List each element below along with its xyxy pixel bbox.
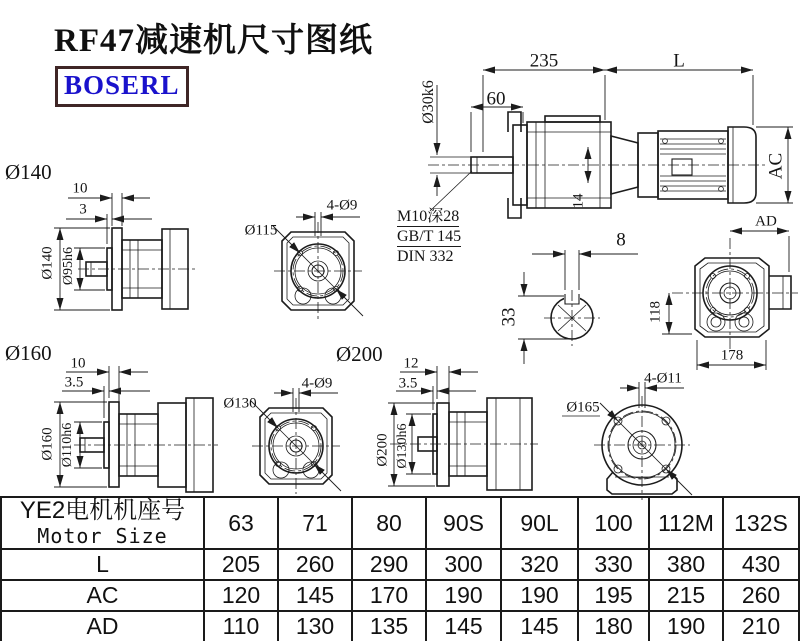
- row-label-AD: AD: [1, 611, 204, 641]
- key-section-view: [518, 250, 638, 364]
- table-header-motor-size: [1, 497, 204, 549]
- L-63: 205: [204, 549, 278, 580]
- dim-118: 118: [647, 301, 664, 323]
- dim-f140-d95: Ø95h6: [61, 246, 76, 286]
- header-en: Motor Size: [37, 523, 168, 548]
- L-100: 330: [578, 549, 649, 580]
- AC-132S: 260: [723, 580, 799, 611]
- dim-f200-3-5: 3.5: [398, 375, 418, 392]
- label-flange200: Ø200: [336, 342, 383, 366]
- AD-112M: 190: [649, 611, 723, 641]
- dim-shaft-diameter: Ø30k6: [420, 80, 437, 124]
- L-90L: 320: [501, 549, 578, 580]
- dim-L: L: [673, 50, 685, 72]
- AC-80: 170: [352, 580, 426, 611]
- dim-f140-holes: 4-Ø9: [326, 197, 358, 214]
- dim-AD: AD: [755, 213, 777, 230]
- size-90S: 90S: [426, 497, 501, 549]
- AD-100: 180: [578, 611, 649, 641]
- dim-key-width: 8: [616, 229, 626, 251]
- L-132S: 430: [723, 549, 799, 580]
- dim-14: 14: [570, 193, 587, 209]
- dim-f200-holes: 4-Ø11: [644, 370, 682, 387]
- L-112M: 380: [649, 549, 723, 580]
- note-din-standard: DIN 332: [397, 248, 454, 265]
- dim-178: 178: [720, 347, 744, 364]
- brand-logo: BOSERL: [55, 66, 189, 107]
- L-90S: 300: [426, 549, 501, 580]
- AC-100: 195: [578, 580, 649, 611]
- AC-90L: 190: [501, 580, 578, 611]
- dim-f160-3-5: 3.5: [64, 374, 84, 391]
- label-flange140: Ø140: [5, 160, 52, 184]
- dim-f160-d110: Ø110h6: [60, 422, 75, 468]
- table-row-L: [1, 549, 799, 580]
- size-112M: 112M: [649, 497, 723, 549]
- dim-235: 235: [529, 50, 559, 72]
- size-71: 71: [278, 497, 352, 549]
- dim-f160-boltcircle: Ø130: [223, 395, 257, 412]
- AD-63: 110: [204, 611, 278, 641]
- dim-f160-d160: Ø160: [39, 427, 56, 461]
- size-63: 63: [204, 497, 278, 549]
- table-header-row: [1, 497, 799, 549]
- AD-90L: 145: [501, 611, 578, 641]
- dim-AC: AC: [765, 152, 787, 180]
- page-title: RF47减速机尺寸图纸: [54, 23, 373, 59]
- AD-80: 135: [352, 611, 426, 641]
- motor-dimension-table: [0, 496, 800, 641]
- AD-132S: 210: [723, 611, 799, 641]
- dim-key-height: 33: [498, 307, 520, 327]
- dim-f160-holes: 4-Ø9: [301, 375, 333, 392]
- AC-90S: 190: [426, 580, 501, 611]
- table-row-AD: [1, 611, 799, 641]
- main-view: [428, 70, 793, 218]
- dim-f200-d200: Ø200: [374, 433, 391, 467]
- dim-f140-3: 3: [79, 201, 87, 218]
- dim-f140-boltcircle: Ø115: [244, 222, 278, 239]
- size-90L: 90L: [501, 497, 578, 549]
- AD-71: 130: [278, 611, 352, 641]
- row-label-AC: AC: [1, 580, 204, 611]
- flange140-front-view: [273, 212, 363, 320]
- dim-f200-boltcircle: Ø165: [566, 399, 600, 416]
- dim-f200-d130: Ø130h6: [395, 423, 410, 469]
- dim-60: 60: [486, 88, 506, 110]
- L-71: 260: [278, 549, 352, 580]
- header-cn: YE2电机机座号: [19, 497, 186, 525]
- note-gb-standard: GB/T 145: [397, 228, 462, 245]
- AC-71: 145: [278, 580, 352, 611]
- dim-f140-d140: Ø140: [39, 246, 56, 280]
- dim-f160-10: 10: [70, 355, 86, 372]
- size-100: 100: [578, 497, 649, 549]
- AC-63: 120: [204, 580, 278, 611]
- size-80: 80: [352, 497, 426, 549]
- AC-112M: 215: [649, 580, 723, 611]
- label-flange160: Ø160: [5, 341, 52, 365]
- AD-90S: 145: [426, 611, 501, 641]
- table-row-AC: [1, 580, 799, 611]
- row-label-L: L: [1, 549, 204, 580]
- flange160-front-view: [251, 388, 341, 494]
- L-80: 290: [352, 549, 426, 580]
- dim-f140-10: 10: [72, 180, 88, 197]
- note-tap-hole: M10深28: [397, 208, 460, 225]
- size-132S: 132S: [723, 497, 799, 549]
- dim-f200-12: 12: [403, 355, 419, 372]
